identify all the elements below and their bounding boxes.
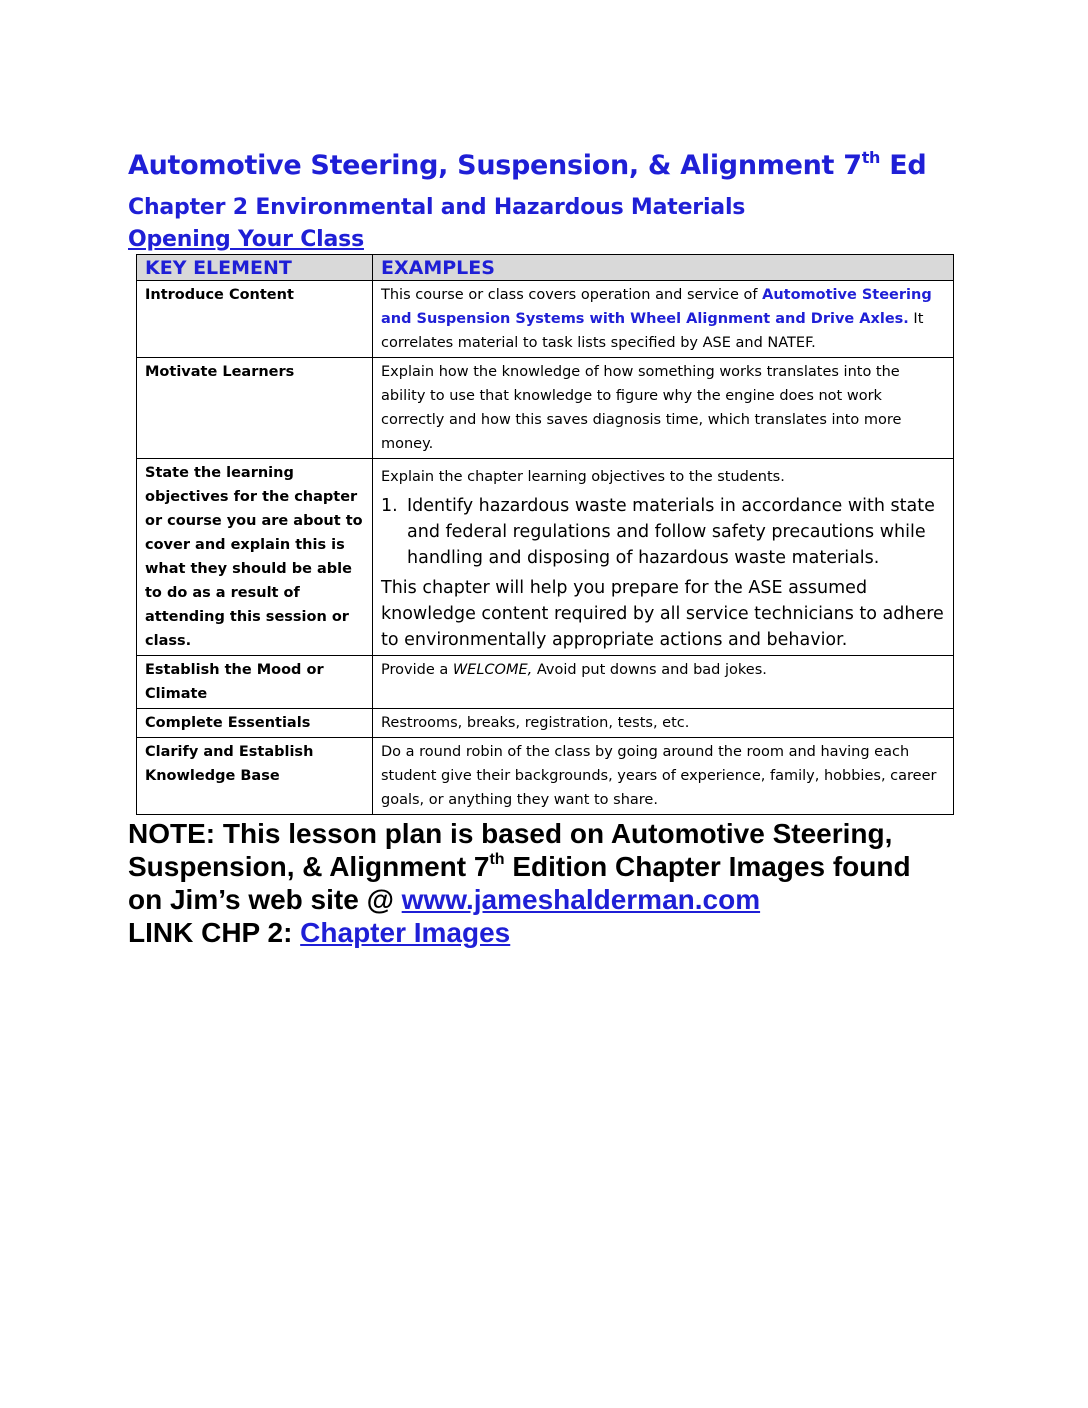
examples-cell: Restrooms, breaks, registration, tests, etc. bbox=[373, 709, 954, 738]
lesson-plan-table bbox=[136, 254, 954, 815]
table-row bbox=[137, 738, 954, 815]
document-title: Automotive Steering, Suspension, & Alignment 7th Ed bbox=[128, 148, 927, 181]
key-element-header: KEY ELEMENT bbox=[137, 255, 373, 281]
examples-cell: Explain how the knowledge of how something works translates into the ability to use that knowledge to figure why the engine does not work correctly and how this saves diagnosis time, which translates into more money. bbox=[373, 358, 954, 459]
note-section bbox=[128, 817, 954, 949]
chapter-heading: Chapter 2 Environmental and Hazardous Materials bbox=[128, 195, 746, 220]
table-row bbox=[137, 709, 954, 738]
opening-your-class-link[interactable]: Opening Your Class bbox=[128, 227, 364, 252]
note-line: on Jim’s web site @ www.jameshalderman.com bbox=[128, 884, 761, 915]
examples-cell: This course or class covers operation and service of Automotive Steering and Suspension Systems with Wheel Alignment and Drive Axles. It correlates material to task lists specified by ASE and NATEF. bbox=[373, 281, 954, 358]
key-element-cell: Establish the Mood or Climate bbox=[137, 656, 373, 709]
examples-cell: Do a round robin of the class by going around the room and having each student give their backgrounds, years of experience, family, hobbies, career goals, or anything they want to share. bbox=[373, 738, 954, 815]
lesson-plan-page bbox=[128, 148, 954, 949]
key-element-cell: Motivate Learners bbox=[137, 358, 373, 459]
key-element-cell: Clarify and Establish Knowledge Base bbox=[137, 738, 373, 815]
examples-header: EXAMPLES bbox=[373, 255, 954, 281]
note-line: NOTE: This lesson plan is based on Automotive Steering, bbox=[128, 818, 893, 849]
examples-cell bbox=[373, 459, 954, 656]
objectives-intro: Explain the chapter learning objectives to the students. bbox=[381, 469, 785, 485]
list-item: 1. Identify hazardous waste materials in accordance with state and federal regulations and follow safety precautions while handling and disposing of hazardous waste materials. bbox=[381, 496, 935, 568]
table-header-row bbox=[137, 255, 954, 281]
key-element-cell: State the learning objectives for the chapter or course you are about to cover and explain this is what they should be able to do as a result of attending this session or class. bbox=[137, 459, 373, 656]
note-line: Suspension, & Alignment 7th Edition Chapter Images found bbox=[128, 851, 911, 882]
ase-prep-text: This chapter will help you prepare for the ASE assumed knowledge content required by all service technicians to adhere to environmentally appropriate actions and behavior. bbox=[381, 578, 944, 650]
examples-cell: Provide a WELCOME, Avoid put downs and bad jokes. bbox=[373, 656, 954, 709]
table-row bbox=[137, 358, 954, 459]
table-row bbox=[137, 656, 954, 709]
chapter-images-link[interactable]: Chapter Images bbox=[300, 917, 511, 948]
website-link[interactable]: www.jameshalderman.com bbox=[401, 884, 761, 915]
table-row bbox=[137, 459, 954, 656]
objectives-list bbox=[381, 493, 945, 571]
key-element-cell: Complete Essentials bbox=[137, 709, 373, 738]
key-element-cell: Introduce Content bbox=[137, 281, 373, 358]
chapter-link-line: LINK CHP 2: Chapter Images bbox=[128, 917, 511, 948]
table-row bbox=[137, 281, 954, 358]
